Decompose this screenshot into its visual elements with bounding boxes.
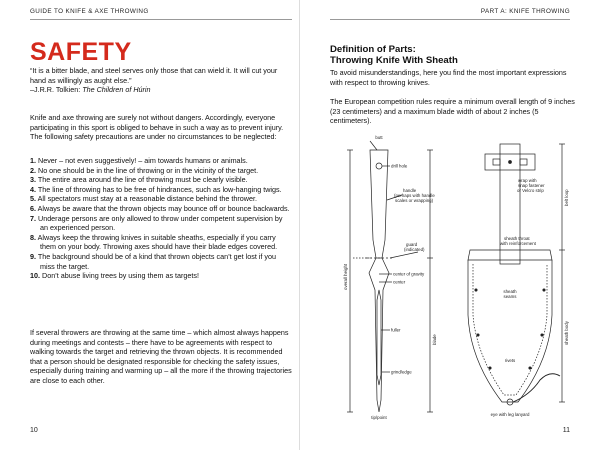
label-center-of-gravity: center of gravity — [393, 271, 425, 277]
list-item: 1. Never – not even suggestively! – aim towards humans or animals. — [30, 156, 248, 165]
definition-heading — [330, 44, 458, 66]
knife-sheath-diagram — [330, 135, 570, 420]
outro-paragraph: If several throwers are throwing at the same time – which almost always happens during meetings and contests – there have to be agreements with respect to walking towards the target and retrieving the thrown objects. It is recommended that a person should be designated responsible for checking the safety issues, especially during training and warming up – all the more if the throwing trajectories are close to each other. — [30, 328, 292, 385]
label-guard-1: guard — [406, 242, 418, 247]
page-number-left: 10 — [30, 427, 38, 434]
label-throat-2: with reinforcement — [500, 241, 536, 246]
list-item: 5. All spectators must stay at a reasonable distance behind the thrower. — [30, 194, 257, 204]
quote-attribution: –J.R.R. Tolkien: — [30, 85, 83, 95]
definition-heading-line1: Definition of Parts: — [330, 44, 416, 55]
label-tip: tip/point — [371, 415, 387, 420]
knife-blade-outline — [369, 258, 389, 412]
epigraph-quote — [30, 66, 292, 95]
label-center: center — [393, 279, 406, 285]
list-item: 6. Always be aware that the thrown objects may bounce off or bounce backwards. — [30, 203, 290, 213]
leg-lanyard — [513, 374, 560, 402]
sheath-throat — [468, 250, 552, 260]
intro-paragraph: Knife and axe throwing are surely not without dangers. Accordingly, everyone participating in this sport is obliged to behave in such a way as to prevent injury. The following safety precautions are under no circumstances to be neglected: — [30, 113, 284, 142]
page-number-right: 11 — [562, 427, 570, 434]
definition-paragraph-1: To avoid misunderstandings, here you find the most important expressions with respect to throwing knives. — [330, 68, 567, 87]
label-belt-loop: belt loop — [564, 189, 569, 206]
label-butt: butt — [375, 135, 383, 140]
knife-fuller — [377, 290, 381, 385]
label-handle-3: scales or wrapping) — [395, 198, 434, 203]
running-head-left: GUIDE TO KNIFE & AXE THROWING — [30, 8, 149, 15]
running-head-rule-right — [330, 19, 570, 20]
label-seams-1: sheath — [503, 289, 517, 294]
label-wrap-2: snap fastener — [518, 183, 545, 188]
definition-heading-line2: Throwing Knife With Sheath — [330, 55, 458, 66]
label-handle-1: handle — [403, 188, 417, 193]
label-sheath-body: sheath body — [564, 321, 569, 345]
snap-fastener — [493, 159, 500, 165]
label-handle-2: (perhaps with handle — [394, 193, 435, 198]
safety-title: SAFETY — [30, 38, 132, 66]
list-item: 2. No one should be in the line of throwing or in the vicinity of the target. — [30, 165, 259, 175]
definition-paragraph-2: The European competition rules require a minimum overall length of 9 inches (23 centimeters) and a maximum blade width of about 2 inches (5 centimeters). — [330, 97, 575, 126]
sheath-seam — [473, 264, 547, 395]
quote-text: “It is a bitter blade, and steel serves only those that can wield it. It will cut your hand as willingly as aught else.” — [30, 66, 278, 85]
list-item: 7. Underage persons are only allowed to throw under competent supervision by an experienced person. — [30, 213, 283, 233]
label-wrap-3: or Velcro strip — [517, 188, 544, 193]
label-drill-hole: drill hole — [391, 163, 408, 169]
label-grind: grind/edge — [391, 369, 412, 375]
list-item: 4. The line of throwing has to be free of hindrances, such as low-hanging twigs. — [30, 184, 282, 194]
label-rivets: rivets — [504, 358, 516, 363]
running-head-right: PART A: KNIFE THROWING — [480, 8, 570, 15]
label-fuller: fuller — [391, 327, 401, 333]
safety-rules-list — [30, 156, 292, 281]
label-blade: blade — [432, 334, 437, 345]
quote-source: The Children of Húrin — [82, 85, 151, 95]
label-throat-1: sheath throat — [504, 236, 530, 241]
label-seams-2: seams — [503, 294, 517, 299]
running-head-rule-left — [30, 19, 292, 20]
list-item: 8. Always keep the throwing knives in suitable sheaths, especially if you carry them on your body. Throwing axes should have their blade edges covered. — [30, 232, 278, 252]
label-wrap-1: wrap with — [518, 178, 537, 183]
list-item: 3. The entire area around the line of throwing must be clearly visible. — [30, 175, 248, 185]
label-eye-lanyard: eye with leg lanyard — [490, 412, 530, 417]
label-overall-height: overall height — [343, 263, 348, 290]
list-item: 10. Don’t abuse living trees by using them as targets! — [30, 271, 200, 281]
snap-dot — [509, 161, 512, 164]
label-guard-2: (indicated) — [404, 247, 425, 252]
list-item: 9. The background should be of a kind that thrown objects can’t get lost if you miss the target. — [30, 251, 277, 271]
drill-hole-icon — [376, 163, 382, 169]
